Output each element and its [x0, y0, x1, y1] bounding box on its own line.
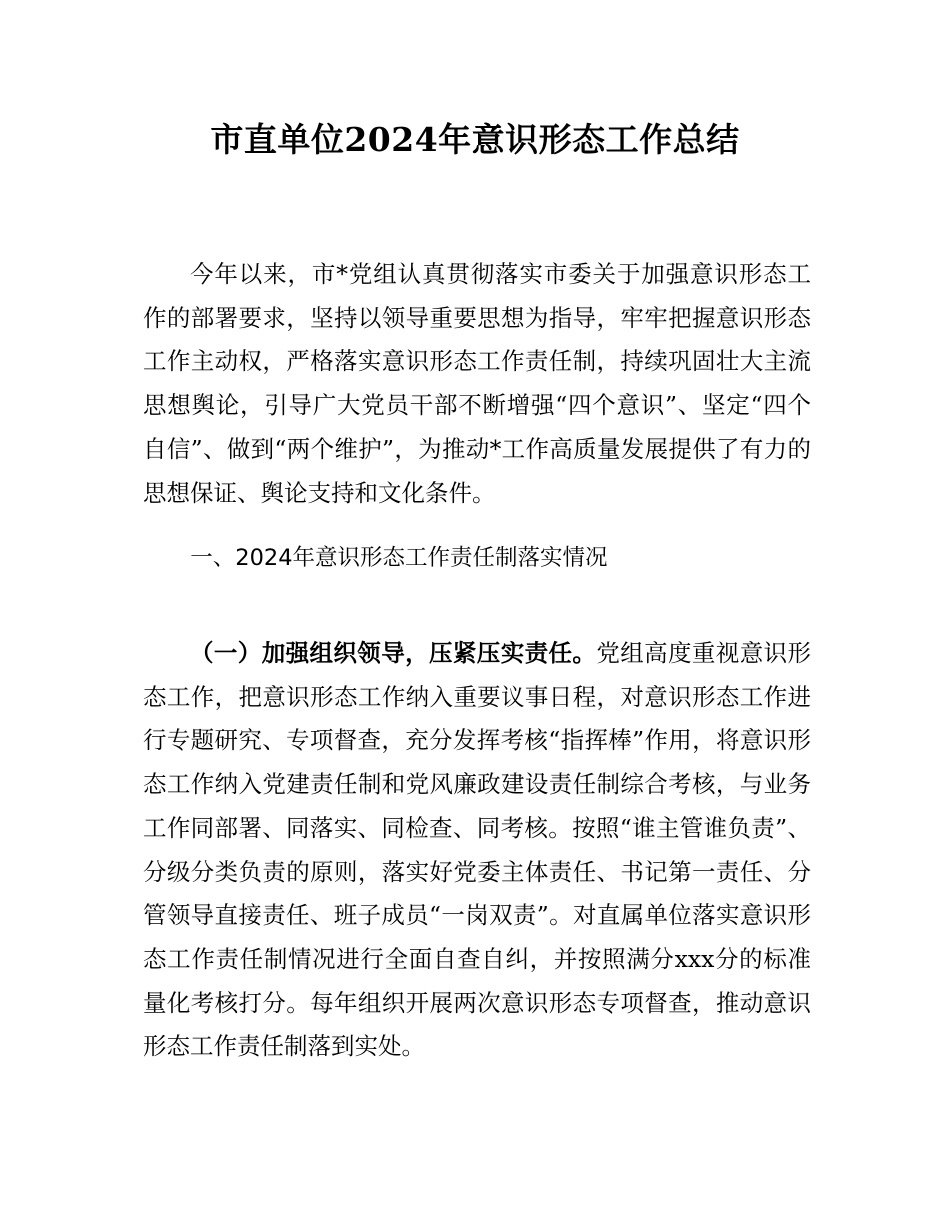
- subsection-lead: （一）加强组织领导，压紧压实责任。: [190, 639, 597, 667]
- section-heading: 一、2024年意识形态工作责任制落实情况: [190, 545, 608, 571]
- intro-paragraph: 今年以来，市*党组认真贯彻落实市委关于加强意识形态工作的部署要求，坚持以领导重要思想为指导，牢牢把握意识形态工作主动权，严格落实意识形态工作责任制，持续巩固壮大主流思想舆论，引导广大党员干部不断增强“四个意识”、坚定“四个自信”、做到“两个维护”，为推动*工作高质量发展提供了有力的思想保证、舆论支持和文化条件。: [143, 260, 811, 507]
- document-title: 市直单位2024年意识形态工作总结: [210, 120, 740, 159]
- subsection-paragraph: [143, 632, 811, 1069]
- subsection-text: 党组高度重视意识形态工作，把意识形态工作纳入重要议事日程，对意识形态工作进行专题研究、专项督查，充分发挥考核“指挥棒”作用，将意识形态工作纳入党建责任制和党风廉政建设责任制综合考核，与业务工作同部署、同落实、同检查、同考核。按照“谁主管谁负责”、分级分类负责的原则，落实好党委主体责任、书记第一责任、分管领导直接责任、班子成员“一岗双责”。对直属单位落实意识形态工作责任制情况进行全面自查自纠，并按照满分xxx分的标准量化考核打分。每年组织开展两次意识形态专项督查，推动意识形态工作责任制落到实处。: [143, 639, 812, 1061]
